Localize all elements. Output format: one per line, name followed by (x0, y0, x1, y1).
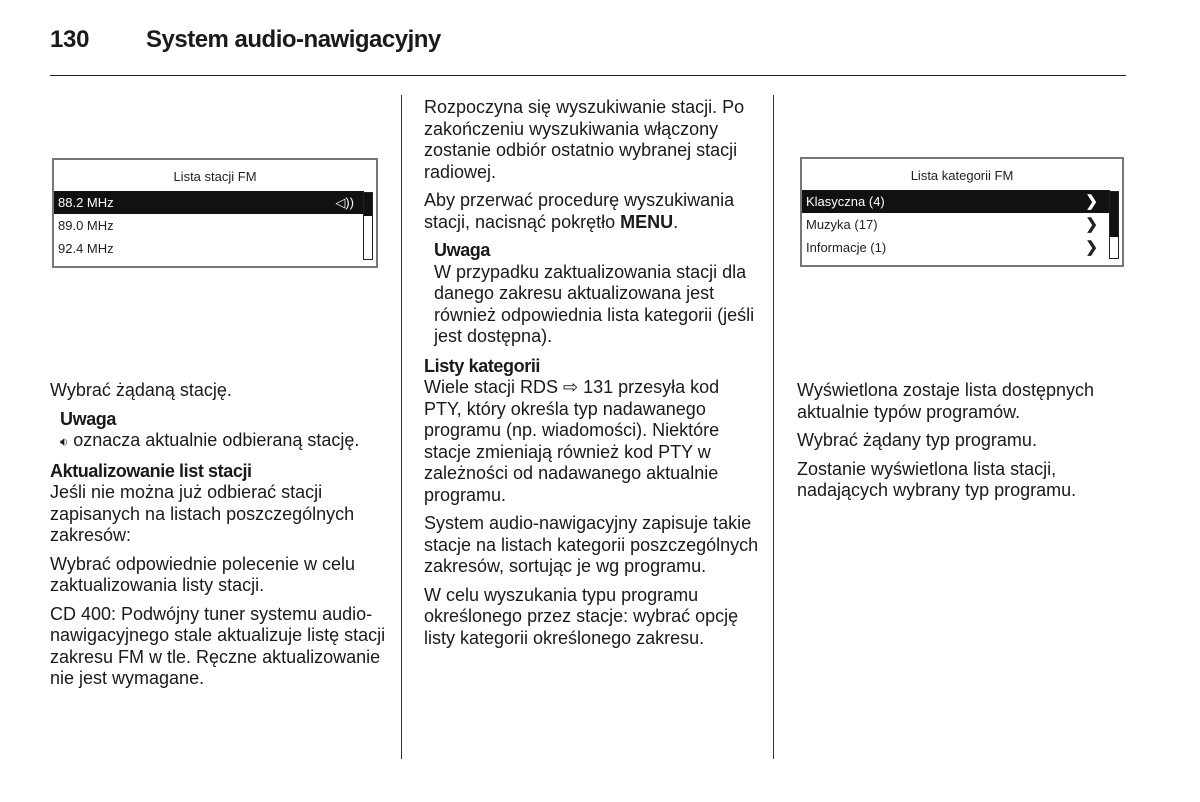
paragraph: Wybrać odpowiednie polecenie w celu zaktualizowania listy stacji. (50, 553, 356, 595)
scrollbar[interactable] (1109, 191, 1119, 259)
station-label: 92.4 MHz (58, 241, 114, 256)
note-title: Uwaga (434, 240, 491, 260)
station-label: 89.0 MHz (58, 218, 114, 233)
section-heading: Listy kategorii (424, 355, 541, 376)
note-text (60, 430, 390, 453)
column-3 (797, 380, 1137, 509)
page-title: System audio-nawigacyjny (146, 26, 441, 53)
column-2 (424, 97, 760, 656)
column-divider-2 (773, 95, 774, 759)
category-item[interactable] (802, 190, 1110, 213)
station-item[interactable] (54, 214, 364, 237)
menu-knob-label: MENU (620, 211, 674, 232)
speaker-icon: 🔉︎ (60, 434, 69, 449)
header-divider (50, 75, 1126, 76)
screen-title: Lista stacji FM (173, 169, 257, 184)
station-label: 88.2 MHz (58, 195, 114, 210)
paragraph-text: Aby przerwać procedurę wyszukiwania stacji, nacisnąć pokrętło (424, 190, 735, 232)
scrollbar[interactable] (363, 192, 373, 260)
scrollbar-thumb[interactable] (364, 193, 372, 216)
paragraph: Jeśli nie można już odbierać stacji zapisanych na listach poszczególnych zakresów: (50, 482, 355, 545)
column-1 (50, 380, 390, 697)
paragraph: Wybrać żądany typ programu. (797, 430, 1037, 450)
paragraph (424, 190, 760, 233)
speaker-icon: ◁)) (335, 195, 354, 210)
category-label: Informacje (1) (806, 240, 887, 255)
fm-category-list-screen (800, 157, 1124, 267)
note (60, 409, 390, 453)
chevron-right-icon: ❯ (1085, 216, 1098, 233)
fm-station-list-screen (52, 158, 378, 268)
note-text: W przypadku zaktualizowania stacji dla danego zakresu aktualizowana jest również odpowiednia lista kategorii (jeśli jest dostępna). (434, 261, 755, 346)
category-label: Klasyczna (4) (806, 194, 885, 209)
category-item[interactable] (802, 213, 1110, 236)
paragraph: W celu wyszukania typu programu określonego przez stacje: wybrać opcję listy kategorii określonego zakresu. (424, 584, 739, 648)
note-body: oznacza aktualnie odbieraną stację. (73, 430, 360, 450)
scrollbar-thumb[interactable] (1110, 192, 1118, 237)
note (434, 240, 760, 348)
note-title: Uwaga (60, 408, 117, 429)
paragraph: Wyświetlona zostaje lista dostępnych aktualnie typów programów. (797, 380, 1094, 422)
paragraph-text: . (673, 211, 679, 232)
station-item[interactable] (54, 237, 364, 260)
category-item[interactable] (802, 236, 1110, 259)
paragraph: CD 400: Podwójny tuner systemu audio-nawigacyjnego stale aktualizuje listę stacji zakresu FM w tle. Ręczne aktualizowanie nie jest wymagane. (50, 603, 386, 688)
chevron-right-icon: ❯ (1085, 239, 1098, 256)
paragraph: Wybrać żądaną stację. (50, 380, 232, 400)
paragraph: System audio-nawigacyjny zapisuje takie stacje na listach kategorii poszczególnych zakresów, sortując je wg programu. (424, 513, 759, 576)
page-number: 130 (50, 26, 90, 53)
section-heading: Aktualizowanie list stacji (50, 460, 252, 481)
chevron-right-icon: ❯ (1085, 193, 1098, 210)
category-label: Muzyka (17) (806, 217, 878, 232)
screen-title: Lista kategorii FM (910, 168, 1014, 183)
paragraph: Zostanie wyświetlona lista stacji, nadających wybrany typ programu. (797, 458, 1077, 500)
paragraph: Rozpoczyna się wyszukiwanie stacji. Po zakończeniu wyszukiwania włączony zostanie odbiór ostatnio wybranej stacji radiowej. (424, 97, 745, 182)
column-divider-1 (401, 95, 402, 759)
station-item[interactable] (54, 191, 364, 214)
paragraph: Wiele stacji RDS ⇨ 131 przesyła kod PTY, który określa typ nadawanego programu (np. wiadomości). Niektóre stacje zmieniają również kod PTY w zależności od nadawanego aktualnie programu. (424, 377, 720, 505)
